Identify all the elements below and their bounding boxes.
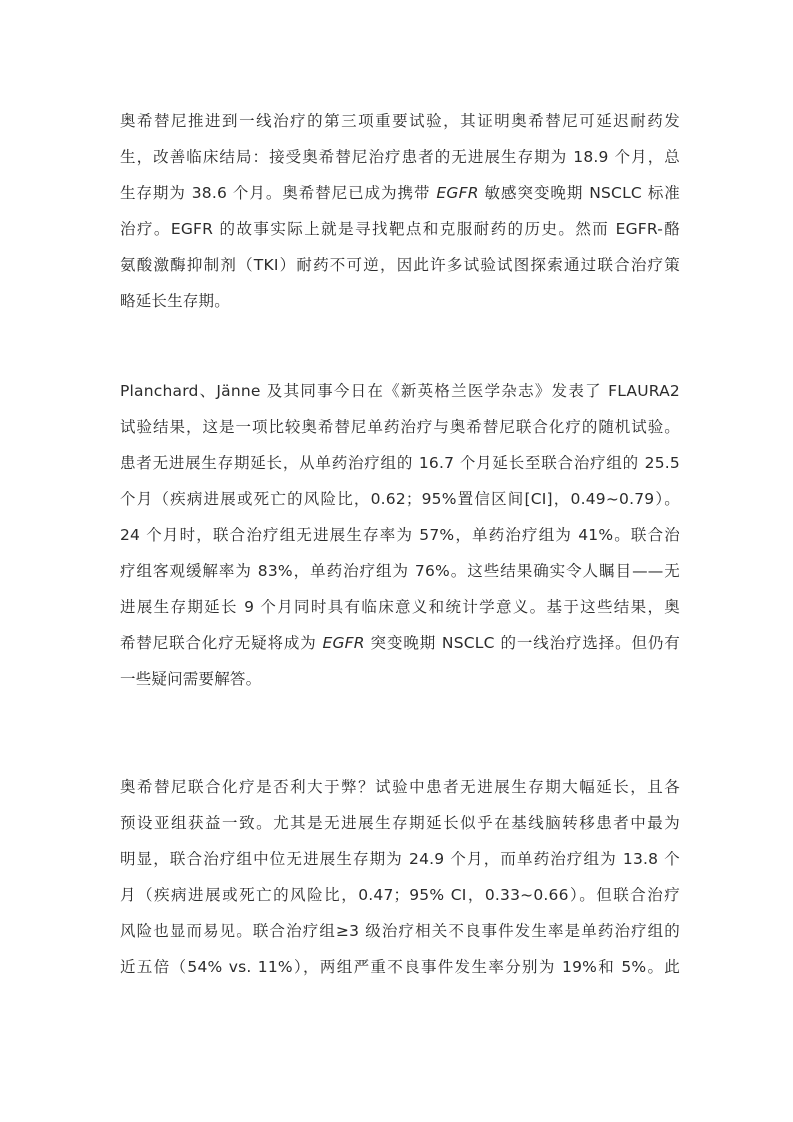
text-line: 预设亚组获益一致。尤其是无进展生存期延长似乎在基线脑转移患者中最为 xyxy=(120,814,680,832)
gene-name-italic: EGFR xyxy=(322,634,365,652)
text-line: 患者无进展生存期延长，从单药治疗组的 16.7 个月延长至联合治疗组的 25.5 xyxy=(120,454,680,472)
text-line: 进展生存期延长 9 个月同时具有临床意义和统计学意义。基于这些结果，奥 xyxy=(120,598,680,616)
text-line: 奥希替尼推进到一线治疗的第三项重要试验，其证明奥希替尼可延迟耐药发 xyxy=(120,112,680,130)
paragraph-1 xyxy=(120,103,680,319)
text-line: 月（疾病进展或死亡的风险比，0.47；95% CI，0.33~0.66）。但联合治疗 xyxy=(120,886,680,904)
text-line: 24 个月时，联合治疗组无进展生存率为 57%，单药治疗组为 41%。联合治 xyxy=(120,526,680,544)
text-line: 近五倍（54% vs. 11%），两组严重不良事件发生率分别为 19%和 5%。此 xyxy=(120,958,680,976)
text-line: 略延长生存期。 xyxy=(120,292,230,310)
gene-name-italic: EGFR xyxy=(436,184,479,202)
text-line: Planchard、Jänne 及其同事今日在《新英格兰医学杂志》发表了 FLAURA2 xyxy=(120,382,680,400)
text-line: 试验结果，这是一项比较奥希替尼单药治疗与奥希替尼联合化疗的随机试验。 xyxy=(120,418,680,436)
text-line: 治疗。EGFR 的故事实际上就是寻找靶点和克服耐药的历史。然而 EGFR-酪 xyxy=(120,220,680,238)
paragraph-3 xyxy=(120,769,680,985)
text-line: 希替尼联合化疗无疑将成为 EGFR 突变晚期 NSCLC 的一线治疗选择。但仍有 xyxy=(120,634,680,652)
text-line: 明显，联合治疗组中位无进展生存期为 24.9 个月，而单药治疗组为 13.8 个 xyxy=(120,850,680,868)
text-line: 风险也显而易见。联合治疗组≥3 级治疗相关不良事件发生率是单药治疗组的 xyxy=(120,922,680,940)
paragraph-2 xyxy=(120,373,680,697)
text-line: 奥希替尼联合化疗是否利大于弊？试验中患者无进展生存期大幅延长，且各 xyxy=(120,778,680,796)
text-line: 生存期为 38.6 个月。奥希替尼已成为携带 EGFR 敏感突变晚期 NSCLC 标准 xyxy=(120,184,680,202)
text-line: 一些疑问需要解答。 xyxy=(120,670,262,688)
text-line: 疗组客观缓解率为 83%，单药治疗组为 76%。这些结果确实令人瞩目——无 xyxy=(120,562,680,580)
text-line: 个月（疾病进展或死亡的风险比，0.62；95%置信区间[CI]，0.49~0.79）。 xyxy=(120,490,680,508)
text-line: 氨酸激酶抑制剂（TKI）耐药不可逆，因此许多试验试图探索通过联合治疗策 xyxy=(120,256,680,274)
text-line: 生，改善临床结局：接受奥希替尼治疗患者的无进展生存期为 18.9 个月，总 xyxy=(120,148,680,166)
